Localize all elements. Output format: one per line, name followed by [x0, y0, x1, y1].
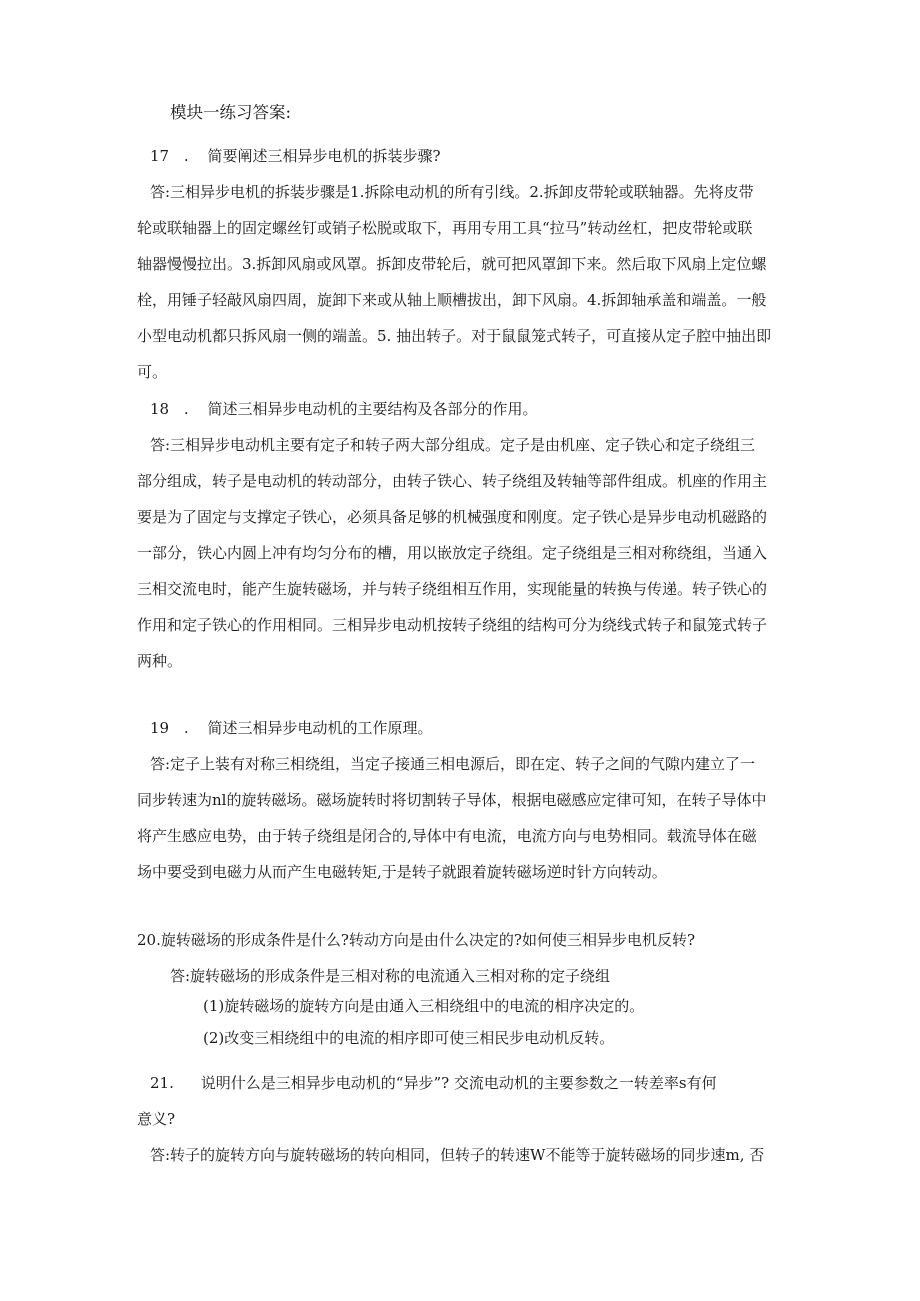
- answer-line: 轴器慢慢拉出。3.拆卸风扇或风罩。拆卸皮带轮后，就可把风罩卸下来。然后取下风扇上定位螺: [137, 255, 767, 273]
- answer-line: 栓，用锤子轻敲风扇四周，旋卸下来或从轴上顺槽拔出，卸下风扇。4.拆卸轴承盖和端盖。一般: [137, 291, 767, 309]
- answer-line: 可。: [137, 363, 168, 381]
- question-number: 21.: [150, 1074, 174, 1092]
- answer-line: 答:旋转磁场的形成条件是三相对称的电流通入三相对称的定子绕组: [170, 967, 611, 985]
- answer-line: 小型电动机都只拆风扇一侧的端盖。5. 抽出转子。对于鼠鼠笼式转子，可直接从定子腔中抽出即: [137, 327, 772, 345]
- document-title: 模块一练习答案:: [170, 103, 292, 122]
- answer-line: 作用和定子铁心的作用相同。三相异步电动机按转子绕组的结构可分为绕线式转子和鼠笼式转子: [137, 616, 768, 634]
- answer-line: 要是为了固定与支撑定子铁心，必须具备足够的机械强度和刚度。定子铁心是异步电动机磁路的: [137, 508, 768, 526]
- question-number: 17: [150, 147, 170, 165]
- question-number: 18: [150, 400, 170, 418]
- question-text: 简述三相异步电动机的主要结构及各部分的作用。: [207, 400, 538, 418]
- answer-line: 三相交流电时，能产生旋转磁场，并与转子绕组相互作用，实现能量的转换与传递。转子铁心的: [137, 580, 768, 598]
- answer-line: 部分组成，转子是电动机的转动部分，由转子铁心、转子绕组及转轴等部件组成。机座的作用主: [137, 472, 768, 490]
- question-text: 简要阐述三相异步电机的拆装步骤?: [207, 147, 441, 165]
- question-19: [150, 718, 432, 738]
- question-separator: .: [183, 719, 189, 737]
- question-number: 19: [150, 719, 170, 737]
- answer-line: 场中要受到电磁力从而产生电磁转矩,于是转子就跟着旋转磁场逆时针方向转动。: [137, 863, 667, 881]
- answer-line: 将产生感应电势，由于转子绕组是闭合的,导体中有电流，电流方向与电势相同。载流导体在磁: [137, 827, 757, 845]
- answer-line: 一部分，铁心内圆上冲有均匀分布的槽，用以嵌放定子绕组。定子绕组是三相对称绕组，当通入: [137, 544, 768, 562]
- question-text: 简述三相异步电动机的工作原理。: [207, 719, 433, 737]
- question-18: [150, 399, 537, 419]
- question-21: [150, 1073, 717, 1093]
- question-text: 说明什么是三相异步电动机的“异步”? 交流电动机的主要参数之一转差率s有何: [200, 1074, 717, 1092]
- answer-line: 答:定子上装有对称三相绕组，当定子接通三相电源后，即在定、转子之间的气隙内建立了一: [150, 755, 756, 773]
- answer-line: 答:三相异步电动机主要有定子和转子两大部分组成。定子是由机座、定子铁心和定子绕组三: [150, 436, 756, 454]
- answer-line: 同步转速为nl的旋转磁场。磁场旋转时将切割转子导体，根据电磁感应定律可知，在转子导体中: [137, 791, 767, 809]
- question-separator: .: [183, 400, 189, 418]
- question-21-continued: 意义?: [137, 1110, 176, 1128]
- answer-line: (2)改变三相绕组中的电流的相序即可使三相民步电动机反转。: [203, 1029, 615, 1047]
- answer-line: 轮或联轴器上的固定螺丝钉或销子松脱或取下，再用专用工具“拉马”转动丝杠，把皮带轮或联: [137, 219, 753, 237]
- question-20: 20.旋转磁场的形成条件是什么?转动方向是由什么决定的?如何使三相异步电机反转?: [137, 931, 695, 949]
- answer-line: 答:转子的旋转方向与旋转磁场的转向相同，但转子的转速W不能等于旋转磁场的同步速m, 否: [150, 1146, 765, 1164]
- answer-line: 答:三相异步电机的拆装步骤是1.拆除电动机的所有引线。2.拆卸皮带轮或联轴器。先将皮带: [150, 183, 754, 201]
- answer-line: (1)旋转磁场的旋转方向是由通入三相绕组中的电流的相序决定的。: [203, 997, 645, 1015]
- answer-line: 两种。: [137, 652, 183, 670]
- question-17: [150, 146, 440, 166]
- question-separator: .: [183, 147, 189, 165]
